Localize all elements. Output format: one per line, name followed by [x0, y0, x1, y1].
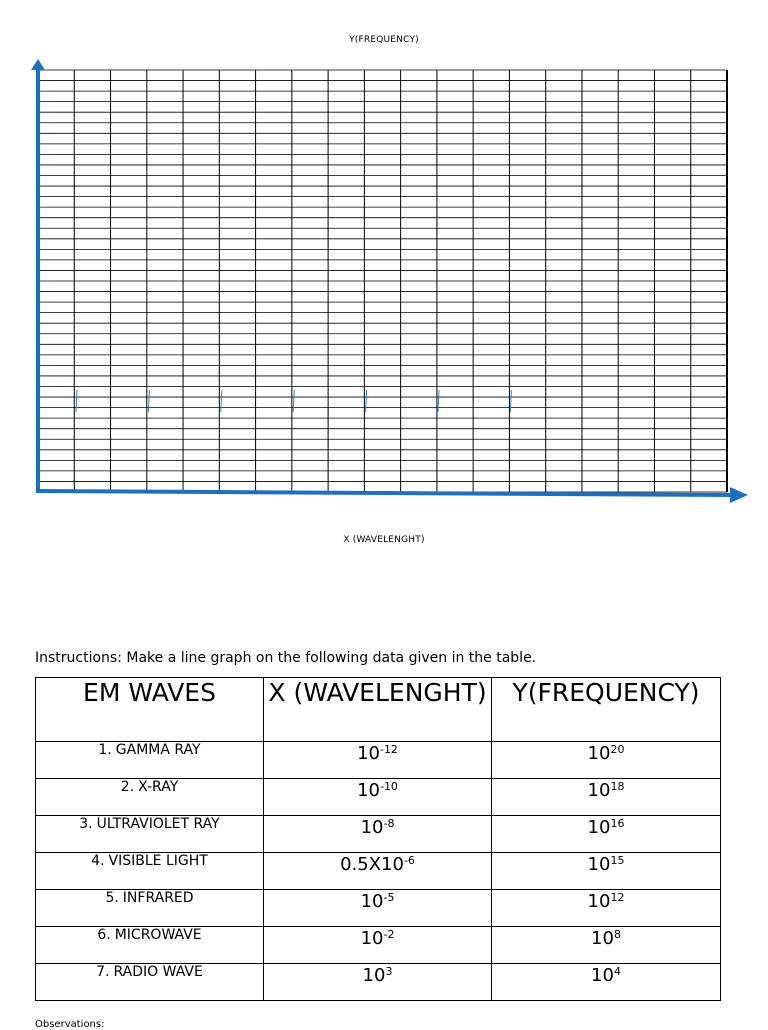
em-wave-name-cell	[36, 816, 264, 853]
y-axis-arrowhead	[31, 59, 45, 70]
header-x-wavelength: X (WAVELENGHT)	[264, 678, 492, 742]
table-row	[36, 964, 721, 1001]
em-wave-name: RADIO WAVE	[113, 964, 203, 980]
wavelength-value	[264, 890, 492, 927]
wavelength-value	[264, 853, 492, 890]
frequency-value-base: 10	[587, 780, 611, 801]
table-header-row	[36, 678, 721, 742]
row-number: 2.	[120, 779, 135, 795]
grid-tick-mark	[366, 390, 367, 412]
wavelength-value	[264, 816, 492, 853]
row-number: 6.	[97, 927, 111, 943]
em-wave-name: X-RAY	[138, 779, 179, 795]
table-row	[36, 927, 721, 964]
wavelength-value-exponent: -8	[383, 817, 395, 830]
frequency-value	[492, 742, 721, 779]
em-wave-name: MICROWAVE	[114, 927, 202, 943]
frequency-value-exponent: 18	[610, 780, 625, 793]
row-number: 7.	[96, 964, 110, 980]
wavelength-value	[264, 742, 492, 779]
frequency-value-exponent: 4	[613, 965, 621, 978]
frequency-value-base: 10	[587, 817, 611, 838]
frequency-value	[492, 964, 721, 1001]
grid-tick-mark	[510, 390, 511, 412]
grid-tick-mark	[148, 390, 149, 412]
wavelength-value-base: 10	[360, 928, 384, 949]
em-waves-table	[35, 677, 721, 1001]
table-row	[36, 816, 721, 853]
instructions-text: Instructions: Make a line graph on the following data given in the table.	[35, 650, 537, 666]
em-wave-name: VISIBLE LIGHT	[108, 853, 208, 869]
frequency-value-base: 10	[587, 743, 611, 764]
wavelength-value-base: 10	[360, 817, 384, 838]
header-em-waves: EM WAVES	[36, 678, 264, 742]
row-number: 3.	[79, 816, 93, 832]
header-y-frequency: Y(FREQUENCY)	[492, 678, 721, 742]
frequency-value-base: 10	[587, 891, 611, 912]
wavelength-value	[264, 964, 492, 1001]
graph-y-axis-title: Y(FREQUENCY)	[349, 35, 419, 45]
wavelength-value-exponent: -5	[383, 891, 395, 904]
frequency-value-base: 10	[591, 928, 614, 949]
frequency-value	[492, 816, 721, 853]
row-number: 4.	[91, 853, 105, 869]
wavelength-value	[264, 779, 492, 816]
frequency-value	[492, 779, 721, 816]
wavelength-value-base: 10	[362, 965, 386, 986]
x-axis-arrowhead	[730, 487, 748, 503]
frequency-value-exponent: 8	[613, 928, 621, 941]
graph-x-axis-title: X (WAVELENGHT)	[343, 535, 425, 545]
em-wave-name-cell	[36, 853, 264, 890]
grid-tick-mark	[221, 390, 222, 412]
grid-tick-mark	[293, 390, 294, 412]
table-row	[36, 890, 721, 927]
em-wave-name-cell	[36, 964, 264, 1001]
frequency-value	[492, 890, 721, 927]
row-number: 5.	[105, 890, 119, 906]
table-row	[36, 779, 721, 816]
grid-tick-mark	[438, 390, 439, 412]
wavelength-value-base: 0.5X10	[340, 854, 404, 875]
frequency-value-exponent: 16	[610, 817, 625, 830]
frequency-value	[492, 927, 721, 964]
wavelength-value-exponent: -6	[403, 854, 415, 867]
frequency-value-exponent: 20	[610, 743, 625, 756]
em-wave-name-cell	[36, 742, 264, 779]
table-row	[36, 742, 721, 779]
wavelength-value-exponent: -2	[383, 928, 395, 941]
wavelength-value-exponent: 3	[385, 965, 393, 978]
wavelength-value-exponent: -12	[379, 743, 398, 756]
wavelength-value-exponent: -10	[379, 780, 398, 793]
frequency-value	[492, 853, 721, 890]
row-number: 1.	[98, 742, 112, 758]
em-wave-name-cell	[36, 890, 264, 927]
wavelength-value-base: 10	[357, 780, 380, 801]
table-row	[36, 853, 721, 890]
wavelength-value-base: 10	[360, 891, 384, 912]
em-wave-name-cell	[36, 927, 264, 964]
frequency-value-exponent: 12	[610, 891, 625, 904]
frequency-value-base: 10	[587, 854, 611, 875]
observations-label: Observations:	[35, 1019, 105, 1030]
grid-tick-mark	[76, 390, 77, 412]
em-wave-name: INFRARED	[122, 890, 194, 906]
wavelength-value-base: 10	[357, 743, 380, 764]
em-wave-name: GAMMA RAY	[115, 742, 201, 758]
em-wave-name-cell	[36, 779, 264, 816]
wavelength-value	[264, 927, 492, 964]
frequency-value-exponent: 15	[610, 854, 625, 867]
em-wave-name: ULTRAVIOLET RAY	[96, 816, 220, 832]
frequency-value-base: 10	[591, 965, 614, 986]
